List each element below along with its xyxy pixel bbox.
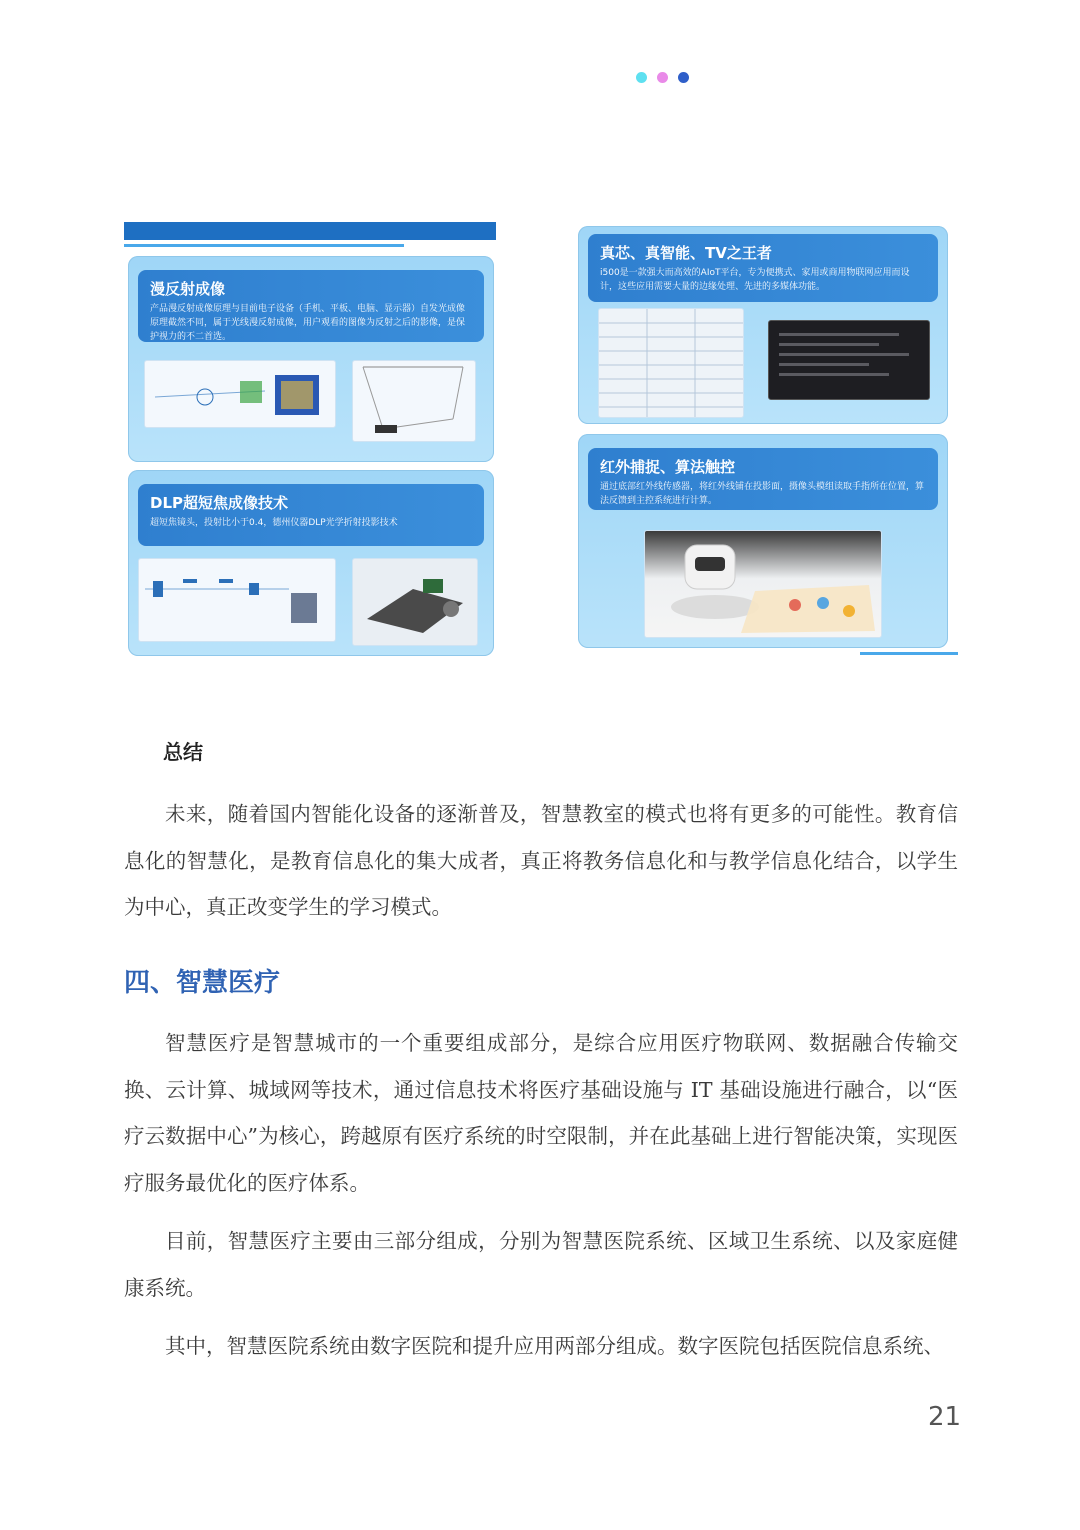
- robot-projector-photo: [644, 530, 882, 638]
- spec-table-image: [598, 308, 744, 418]
- projection-diagram-image: [352, 360, 476, 442]
- band-chip: [588, 234, 938, 302]
- section-paragraph-1: 智慧医疗是智慧城市的一个重要组成部分，是综合应用医疗物联网、数据融合传输交换、云计算、城域网等技术，通过信息技术将医疗基础设施与 IT 基础设施进行融合，以“医疗云数据中心”为核心，跨越原有医疗系统的时空限制，并在此基础上进行智能决策，实现医疗服务最优化的医疗体系。: [124, 1031, 958, 1195]
- panel-infrared-touch: [578, 434, 948, 648]
- accent-line-bottom: [860, 652, 958, 655]
- dlp-engine-photo: [352, 558, 478, 646]
- dot-blue: [678, 72, 689, 83]
- section-paragraph-3: 其中，智慧医院系统由数字医院和提升应用两部分组成。数字医院包括医院信息系统、: [165, 1334, 944, 1358]
- dot-cyan: [636, 72, 647, 83]
- panel-title: 红外捕捉、算法触控: [600, 458, 736, 476]
- section-paragraph-2: 目前，智慧医疗主要由三部分组成，分别为智慧医院系统、区域卫生系统、以及家庭健康系统。: [124, 1229, 958, 1300]
- page-number: 21: [928, 1402, 962, 1432]
- brochure-figure: [124, 222, 958, 660]
- optics-diagram-image: [144, 360, 336, 428]
- panel-text: 通过底部红外线传感器，将红外线铺在投影面，摄像头模组读取手指所在位置，算法反馈到主控系统进行计算。: [600, 482, 925, 506]
- band-diffuse: [138, 270, 484, 342]
- summary-heading: 总结: [163, 740, 203, 764]
- band-dlp: [138, 484, 484, 546]
- panel-dlp-projection: [128, 470, 494, 656]
- section-heading: 四、智慧医疗: [124, 968, 281, 998]
- panel-title: 漫反射成像: [150, 280, 226, 298]
- panel-title: DLP超短焦成像技术: [150, 494, 289, 512]
- band-infrared: [588, 448, 938, 510]
- panel-title: 真芯、真智能、TV之王者: [600, 244, 772, 262]
- dlp-optics-image: [138, 558, 336, 642]
- panel-text: i500是一款强大而高效的AIoT平台，专为便携式、家用或商用物联网应用而设计，这些应用需要大量的边缘处理、先进的多媒体功能。: [600, 268, 910, 292]
- decorative-dots: [636, 72, 689, 83]
- dot-pink: [657, 72, 668, 83]
- accent-line-top: [124, 244, 404, 247]
- panel-text: 超短焦镜头，投射比小于0.4，德州仪器DLP光学折射投影技术: [150, 518, 398, 528]
- panel-text: 产品漫反射成像原理与目前电子设备（手机、平板、电脑、显示器）自发光成像原理截然不同，属于光线漫反射成像，用户观看的图像为反射之后的影像，是保护视力的不二首选。: [150, 304, 466, 342]
- panel-chip-platform: [578, 226, 948, 424]
- panel-diffuse-reflection: [128, 256, 494, 462]
- summary-paragraph: 未来，随着国内智能化设备的逐渐普及，智慧教室的模式也将有更多的可能性。教育信息化的智慧化，是教育信息化的集大成者，真正将教务信息化和与教学信息化结合，以学生为中心，真正改变学生的学习模式。: [124, 802, 958, 919]
- header-strip: [124, 222, 496, 240]
- tv-screen-image: [768, 320, 930, 400]
